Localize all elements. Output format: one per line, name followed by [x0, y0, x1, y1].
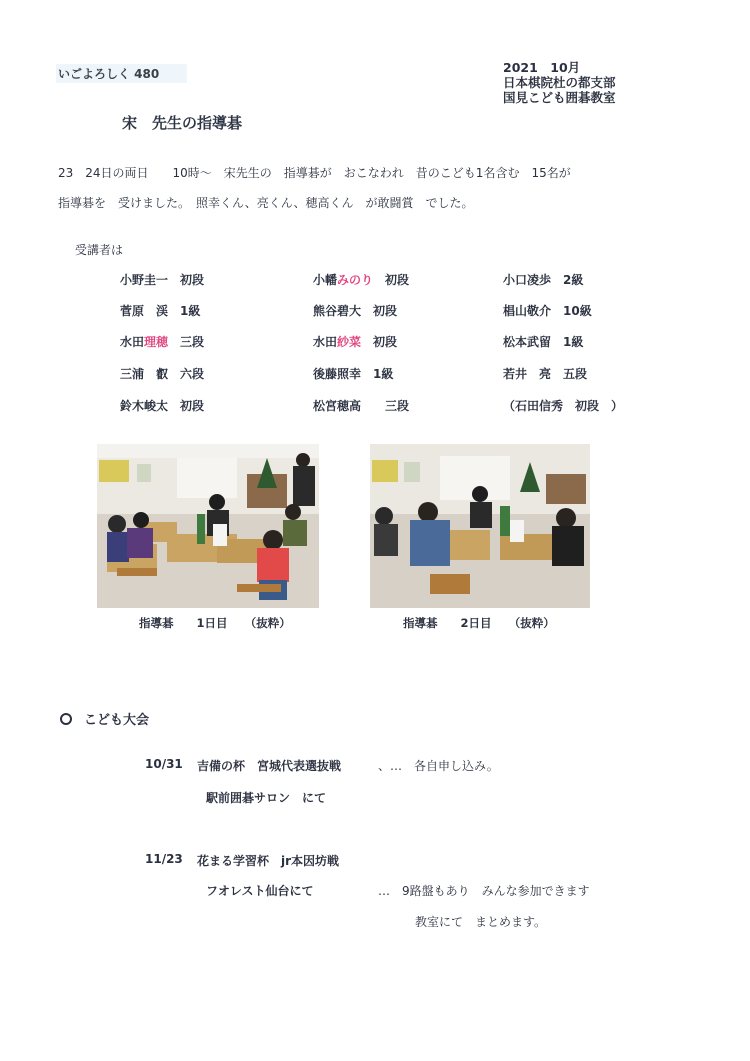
participant-item	[313, 333, 397, 350]
participant-item	[313, 397, 409, 414]
participant-item	[120, 397, 204, 414]
participant-name: 水田	[313, 335, 338, 349]
participant-name: 小幡	[313, 273, 338, 287]
participant-name: 菅原 渓 1級	[120, 304, 201, 318]
lesson-photo-day1	[97, 444, 319, 608]
participants-label: 受講者は	[75, 243, 124, 257]
article-paragraph-1: 23 24日の両日 10時～ 宋先生の 指導碁が おこなわれ 昔のこども1名含む 15名が	[58, 166, 571, 180]
event1-date: 10/31	[145, 757, 183, 771]
section-heading	[60, 709, 149, 728]
participant-item	[120, 271, 204, 288]
participant-item	[313, 365, 393, 382]
header-organization	[503, 60, 616, 105]
participant-name: 三浦 叡 六段	[120, 367, 205, 381]
participant-rank: 三段	[168, 335, 205, 349]
event2-date: 11/23	[145, 852, 183, 866]
participant-name-highlight: 理穂	[144, 335, 169, 349]
event2-note: … 9路盤もあり みんな参加できます	[378, 884, 590, 898]
participant-item	[503, 333, 583, 350]
participant-item	[313, 302, 397, 319]
photo-caption-day1: 指導碁 1日目 （抜粋）	[139, 616, 291, 630]
participant-name: 小野圭一 初段	[120, 273, 205, 287]
participant-item	[313, 271, 409, 288]
issue-date: 2021 10月	[503, 60, 581, 75]
participant-item	[120, 365, 204, 382]
participant-item	[120, 302, 200, 319]
participant-name-highlight: 紗菜	[337, 335, 362, 349]
participant-name: 熊谷碧大 初段	[313, 304, 398, 318]
event2-name: 花まる学習杯 jr本因坊戦	[197, 854, 340, 868]
event1-note: 、… 各自申し込み。	[378, 759, 499, 773]
photo-caption-day2: 指導碁 2日目 （抜粋）	[403, 616, 555, 630]
participant-name: （石田信秀 初段 ）	[503, 399, 624, 413]
event1-venue: 駅前囲碁サロン にて	[206, 791, 327, 805]
participant-item	[120, 333, 204, 350]
event2-venue: フオレスト仙台にて	[206, 884, 314, 898]
participant-item	[503, 271, 583, 288]
participant-item	[503, 365, 587, 382]
participant-name: 松宮穂高 三段	[313, 399, 410, 413]
lesson-photo-day2	[370, 444, 590, 608]
participant-name: 小口凌歩 2級	[503, 273, 584, 287]
participant-name: 水田	[120, 335, 145, 349]
participant-item	[503, 397, 623, 414]
participant-rank: 初段	[361, 335, 398, 349]
newsletter-issue: いごよろしく 480	[56, 64, 187, 83]
event2-note-2: 教室にて まとめます。	[415, 915, 547, 929]
participant-name: 椙山敬介 10級	[503, 304, 592, 318]
participant-name-highlight: みのり	[337, 273, 374, 287]
participant-name: 鈴木峻太 初段	[120, 399, 205, 413]
section-title: こども大会	[84, 713, 150, 728]
article-title: 宋 先生の指導碁	[122, 114, 243, 132]
participant-name: 後藤照幸 1級	[313, 367, 394, 381]
participant-name: 松本武留 1級	[503, 335, 584, 349]
org-classroom: 国見こども囲碁教室	[503, 90, 616, 105]
participant-rank: 初段	[373, 273, 410, 287]
participant-item	[503, 302, 592, 319]
participant-name: 若井 亮 五段	[503, 367, 588, 381]
article-paragraph-2: 指導碁を 受けました。 照幸くん、亮くん、穂高くん が敢闘賞 でした。	[58, 196, 474, 210]
event1-name: 吉備の杯 宮城代表選抜戦	[197, 759, 342, 773]
org-branch: 日本棋院杜の都支部	[503, 75, 616, 90]
circle-bullet-icon	[60, 713, 72, 725]
